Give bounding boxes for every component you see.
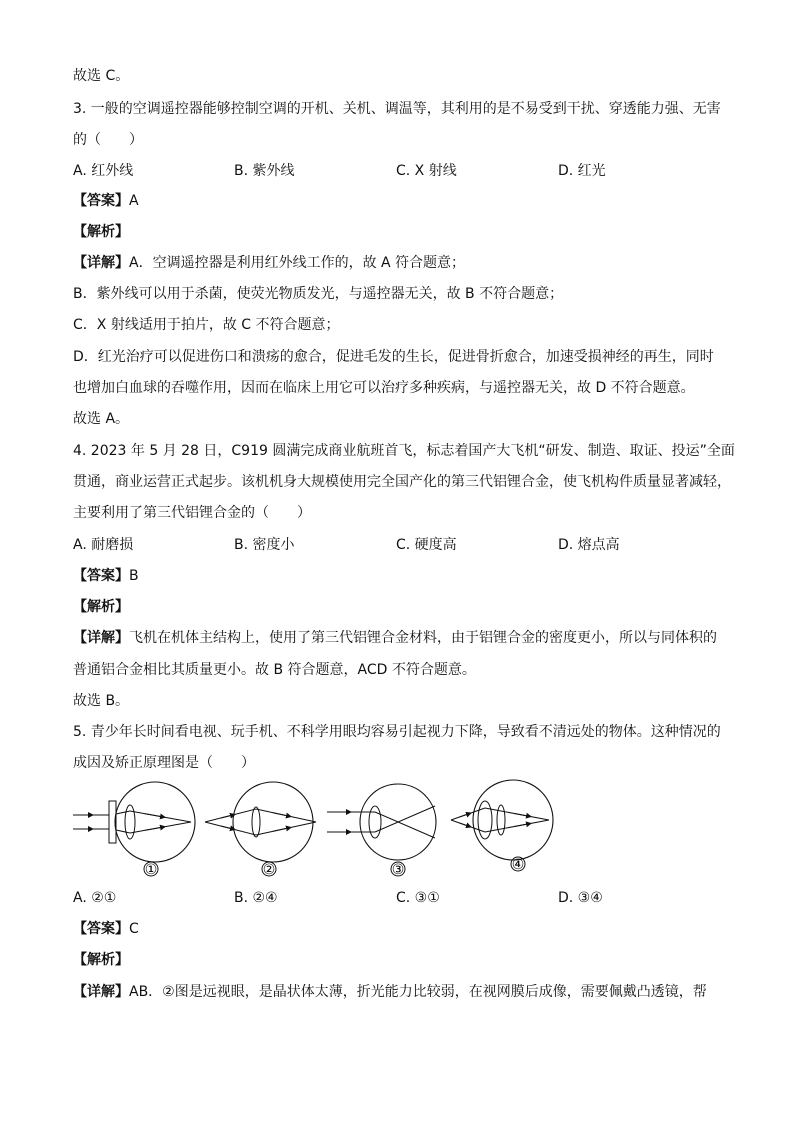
q4-answer: 【答案】B [73, 568, 139, 584]
q3-detail-line3: C．X 射线适用于拍片，故 C 不符合题意； [73, 317, 340, 333]
analysis-tag: 解析 [87, 599, 115, 615]
q4-final-answer: 故选 B。 [73, 693, 130, 709]
answer-value: B [129, 568, 139, 584]
q4-option-a: A. 耐磨损 [73, 537, 134, 553]
q4-stem-line2: 贯通，商业运营正式起步。该机机身大规模使用完全国产化的第三代铝锂合金，使飞机构件质量显著减轻， [73, 474, 731, 490]
q3-detail-line5: 也增加白血球的吞噬作用，因而在临床上用它可以治疗多种疾病，与遥控器无关，故 D 不符合题意。 [73, 380, 695, 396]
answer-tag: 答案 [87, 568, 115, 584]
q3-analysis: 【解析】 [73, 224, 129, 240]
q4-stem-line3: 主要利用了第三代铝锂合金的（ ） [73, 505, 311, 521]
diagram-label-3: ③ [391, 862, 405, 878]
eye-diagram-1 [73, 782, 195, 878]
q5-stem-line2: 成因及矫正原理图是（ ） [73, 755, 255, 771]
eye-diagram-figure [73, 775, 563, 885]
q5-option-d: D. ③④ [558, 890, 603, 906]
q5-detail-line1: 【详解】AB．②图是远视眼，是晶状体太薄，折光能力比较弱，在视网膜后成像，需要佩戴凸透镜，帮 [73, 984, 707, 1000]
q3-option-c: C. X 射线 [396, 163, 457, 179]
eye-diagram-4 [451, 780, 553, 873]
q3-detail-line4: D．红光治疗可以促进伤口和溃疡的愈合，促进毛发的生长，促进骨折愈合，加速受损神经的再生，同时 [73, 349, 714, 365]
q4-detail-line2: 普通铝合金相比其质量更小。故 B 符合题意，ACD 不符合题意。 [73, 662, 476, 678]
q3-option-a: A. 红外线 [73, 163, 134, 179]
q4-analysis: 【解析】 [73, 599, 129, 615]
q5-option-c: C. ③① [396, 890, 440, 906]
answer-value: A [129, 193, 139, 209]
q3-stem-line1: 3. 一般的空调遥控器能够控制空调的开机、关机、调温等，其利用的是不易受到干扰、穿透能力强、无害 [73, 101, 721, 117]
answer-tag: 答案 [87, 921, 115, 937]
q3-stem-line2: 的（ ） [73, 132, 143, 148]
diagram-label-4: ④ [511, 857, 525, 873]
q3-answer: 【答案】A [73, 193, 139, 209]
q5-analysis: 【解析】 [73, 952, 129, 968]
eye-diagram-3 [327, 784, 436, 878]
convex-lens-icon [478, 801, 492, 839]
eye-diagrams-svg [73, 775, 563, 885]
q4-option-c: C. 硬度高 [396, 537, 457, 553]
q3-detail-line1: 【详解】A．空调遥控器是利用红外线工作的，故 A 符合题意； [73, 255, 466, 271]
q3-option-b: B. 紫外线 [234, 163, 295, 179]
q3-option-d: D. 红光 [558, 163, 606, 179]
detail-tag: 详解 [87, 984, 115, 1000]
q4-stem-line1: 4. 2023 年 5 月 28 日，C919 圆满完成商业航班首飞，标志着国产大飞机“研发、制造、取证、投运”全面 [73, 443, 735, 459]
q4-detail-line1: 【详解】飞机在机体主结构上，使用了第三代铝锂合金材料，由于铝锂合金的密度更小，所以与同体积的 [73, 630, 717, 646]
q2-final-answer: 故选 C。 [73, 68, 130, 84]
analysis-tag: 解析 [87, 224, 115, 240]
answer-tag: 答案 [87, 193, 115, 209]
answer-value: C [129, 921, 139, 937]
q5-option-b: B. ②④ [234, 890, 278, 906]
q4-option-d: D. 熔点高 [558, 537, 620, 553]
diagram-label-2: ② [262, 862, 276, 878]
q5-stem-line1: 5. 青少年长时间看电视、玩手机、不科学用眼均容易引起视力下降，导致看不清远处的物体。这种情况的 [73, 724, 721, 740]
q5-option-a: A. ②① [73, 890, 117, 906]
detail-tag: 详解 [87, 255, 115, 271]
q4-option-b: B. 密度小 [234, 537, 295, 553]
q3-detail-line2: B．紫外线可以用于杀菌，使荧光物质发光，与遥控器无关，故 B 不符合题意； [73, 286, 564, 302]
detail-tag: 详解 [87, 630, 115, 646]
analysis-tag: 解析 [87, 952, 115, 968]
eye-diagram-2 [205, 782, 316, 878]
q3-final-answer: 故选 A。 [73, 411, 130, 427]
diagram-label-1: ① [144, 862, 158, 878]
q5-answer: 【答案】C [73, 921, 139, 937]
